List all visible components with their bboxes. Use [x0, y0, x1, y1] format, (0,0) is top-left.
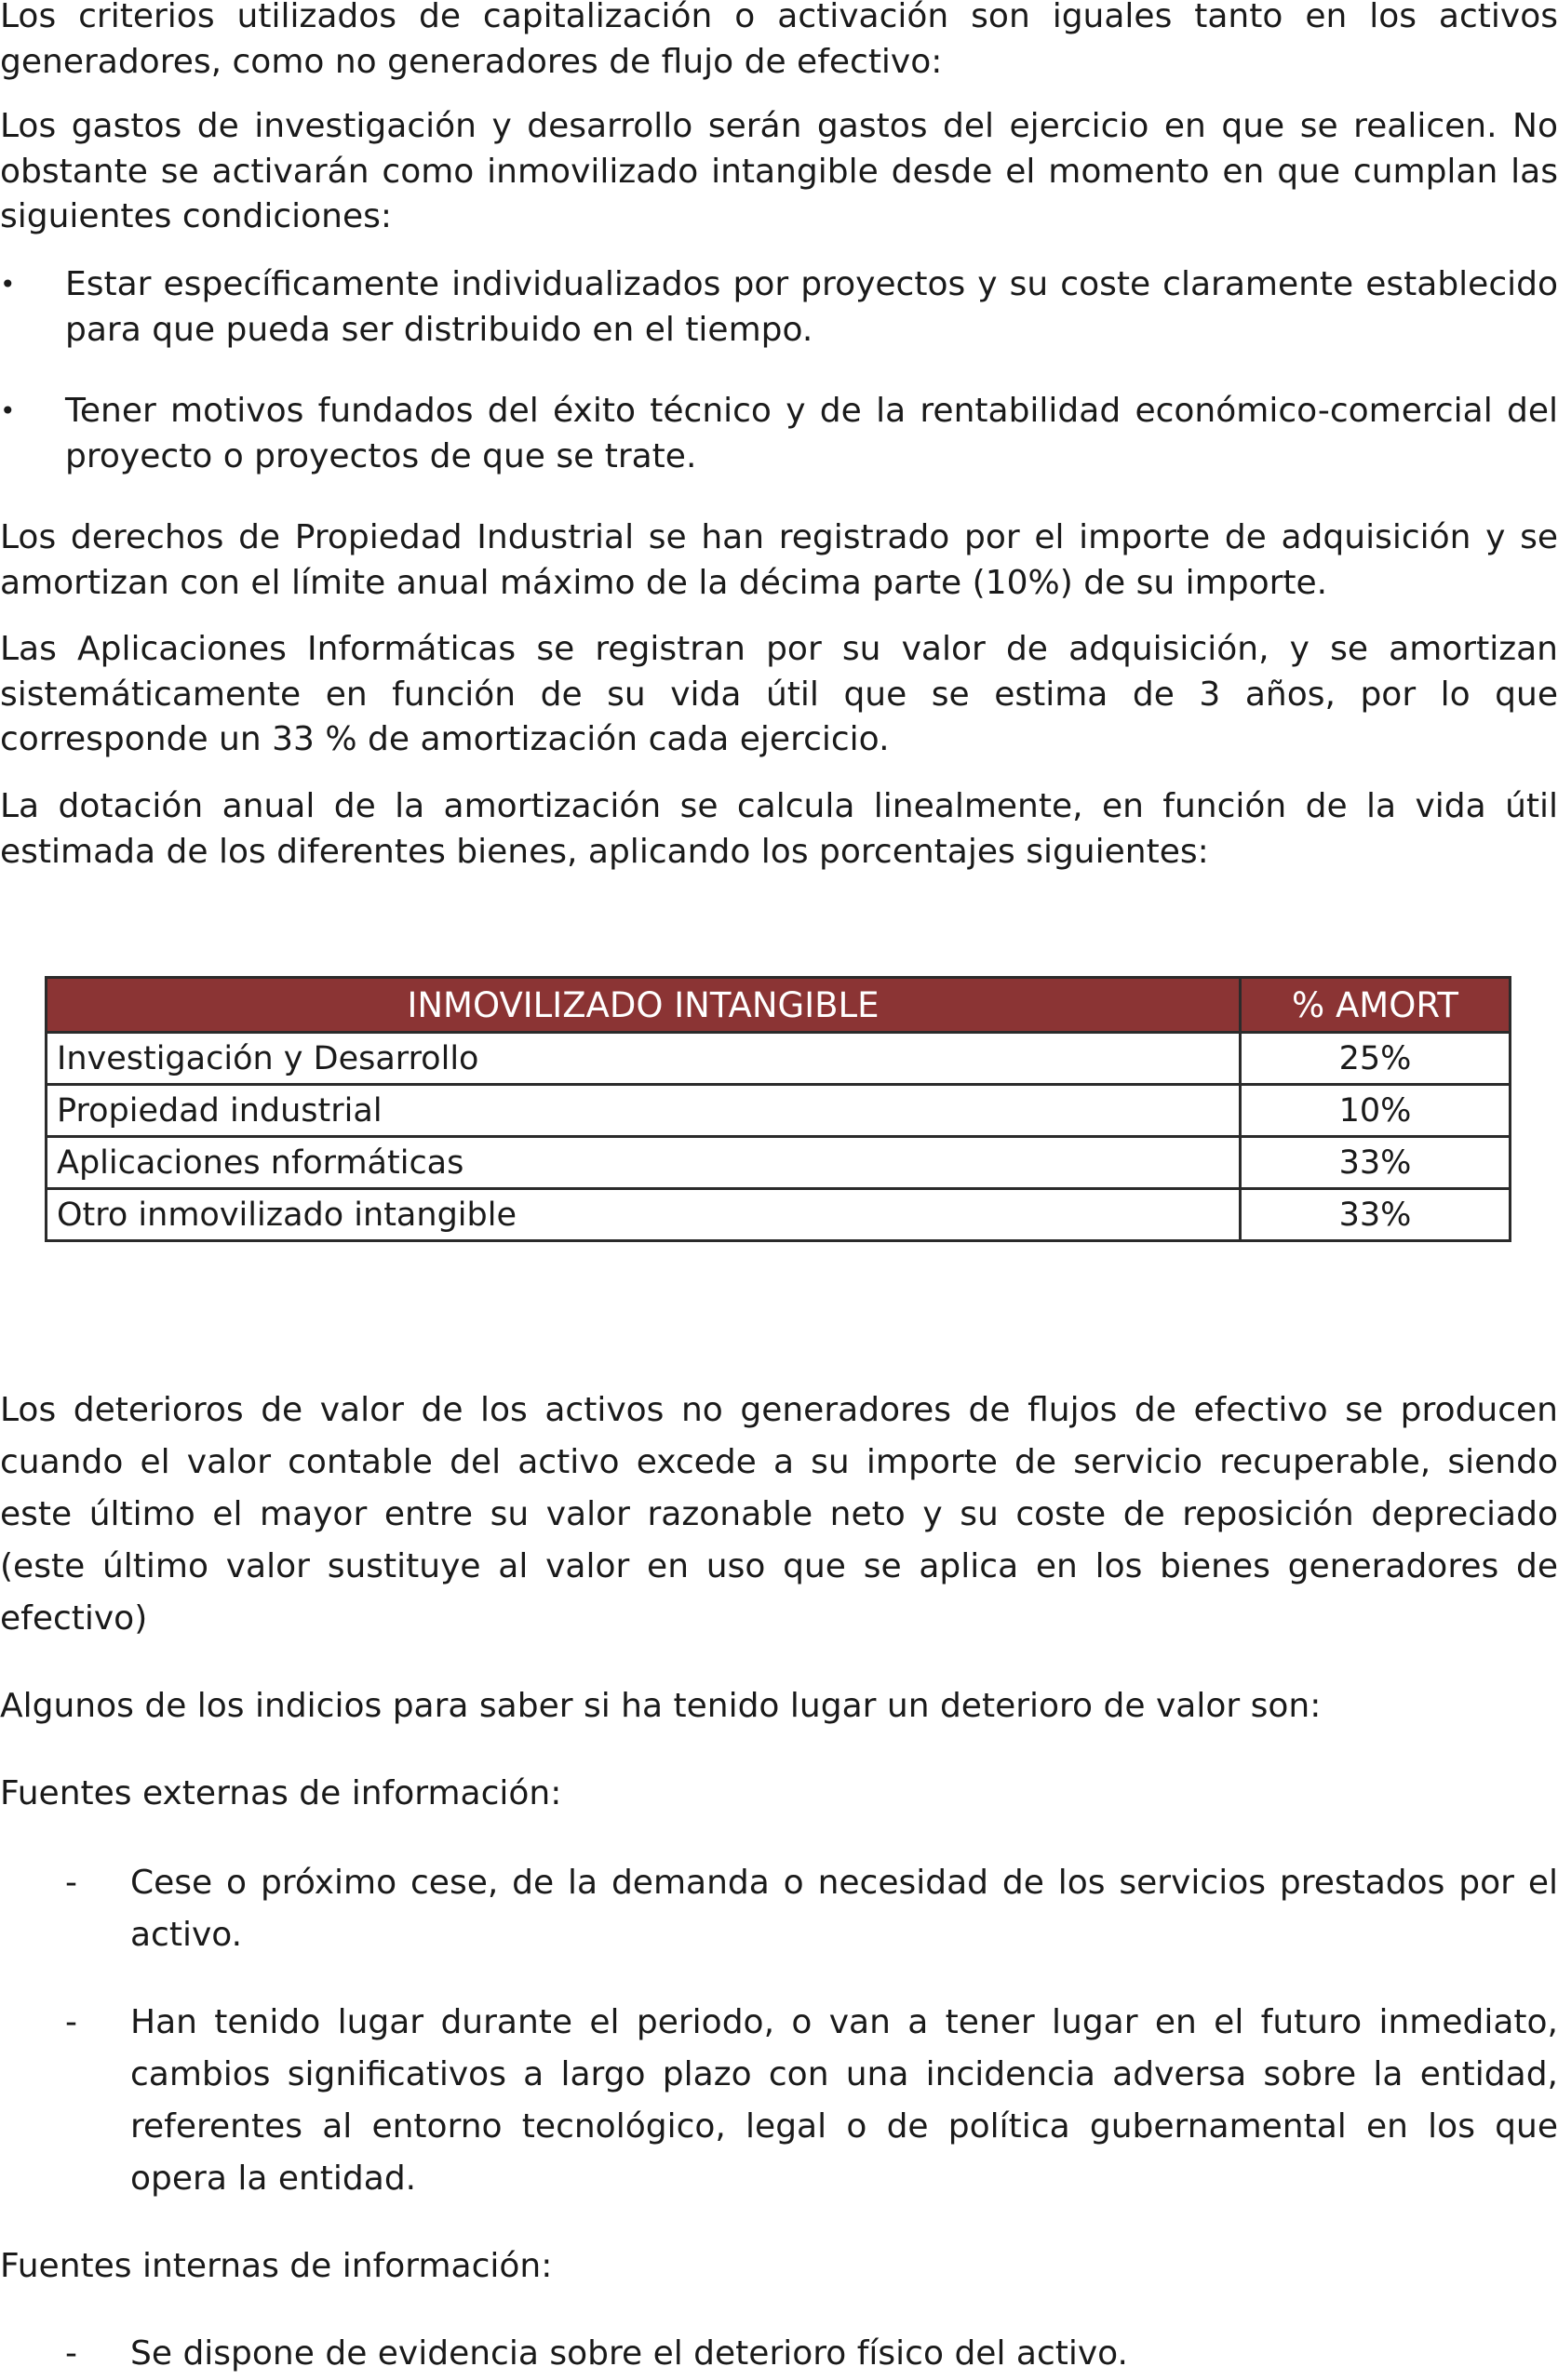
table-header-percent: % AMORT	[1241, 978, 1511, 1033]
table-row	[47, 1033, 1511, 1085]
table-cell-asset: Propiedad industrial	[47, 1085, 1241, 1137]
paragraph-investigacion: Los gastos de investigación y desarrollo serán gastos del ejercicio en que se realicen. No obstante se activarán como inmovilizado intangible desde el momento en que cumplan las siguientes condiciones:	[0, 107, 1558, 235]
paragraph-criterios: Los criterios utilizados de capitalización o activación son iguales tanto en los activos generadores, como no generadores de flujo de efectivo:	[0, 0, 1558, 81]
table-cell-percent: 33%	[1241, 1137, 1511, 1189]
paragraph-deterioros: Los deterioros de valor de los activos no generadores de flujos de efectivo se producen cuando el valor contable del activo excede a su importe de servicio recuperable, siendo este último el mayor entre su valor razonable neto y su coste de reposición depreciado (este último valor sustituye al valor en uso que se aplica en los bienes generadores de efectivo)	[0, 1391, 1558, 1638]
heading-fuentes-internas: Fuentes internas de información:	[0, 2247, 553, 2285]
table-cell-asset: Otro inmovilizado intangible	[47, 1189, 1241, 1241]
bullet-symbol: •	[0, 269, 16, 300]
table-cell-asset: Investigación y Desarrollo	[47, 1033, 1241, 1085]
amortization-table	[45, 976, 1511, 1242]
paragraph-aplicaciones: Las Aplicaciones Informáticas se registran por su valor de adquisición, y se amortizan sistemáticamente en función de su vida útil que se estima de 3 años, por lo que corresponde un 33 % de amortización cada ejercicio.	[0, 630, 1558, 758]
bullet-symbol: •	[0, 395, 16, 426]
heading-fuentes-externas: Fuentes externas de información:	[0, 1774, 562, 1812]
table-header-asset: INMOVILIZADO INTANGIBLE	[47, 978, 1241, 1033]
table-row	[47, 1085, 1511, 1137]
dash-symbol: -	[65, 1864, 77, 1902]
dash-text: Se dispone de evidencia sobre el deterioro físico del activo.	[130, 2334, 1129, 2373]
dash-text: Han tenido lugar durante el periodo, o van a tener lugar en el futuro inmediato, cambios significativos a largo plazo con una incidencia adversa sobre la entidad, referentes al entorno tecnológico, legal o de política gubernamental en los que opera la entidad.	[130, 2003, 1558, 2198]
table-cell-percent: 25%	[1241, 1033, 1511, 1085]
dash-symbol: -	[65, 2003, 77, 2041]
table-cell-percent: 10%	[1241, 1085, 1511, 1137]
bullet-text: Tener motivos fundados del éxito técnico y de la rentabilidad económico-comercial del proyecto o proyectos de que se trate.	[65, 392, 1558, 475]
bullet-text: Estar específicamente individualizados por proyectos y su coste claramente establecido para que pueda ser distribuido en el tiempo.	[65, 265, 1558, 349]
dash-symbol: -	[65, 2334, 77, 2373]
table-cell-asset: Aplicaciones nformáticas	[47, 1137, 1241, 1189]
table-header-row	[47, 978, 1511, 1033]
table-row	[47, 1189, 1511, 1241]
paragraph-propiedad-industrial: Los derechos de Propiedad Industrial se han registrado por el importe de adquisición y se amortizan con el límite anual máximo de la décima parte (10%) de su importe.	[0, 518, 1558, 602]
table-row	[47, 1137, 1511, 1189]
table-cell-percent: 33%	[1241, 1189, 1511, 1241]
paragraph-dotacion: La dotación anual de la amortización se calcula linealmente, en función de la vida útil estimada de los diferentes bienes, aplicando los porcentajes siguientes:	[0, 787, 1558, 871]
paragraph-indicios: Algunos de los indicios para saber si ha tenido lugar un deterioro de valor son:	[0, 1687, 1322, 1725]
dash-text: Cese o próximo cese, de la demanda o necesidad de los servicios prestados por el activo.	[130, 1864, 1558, 1954]
